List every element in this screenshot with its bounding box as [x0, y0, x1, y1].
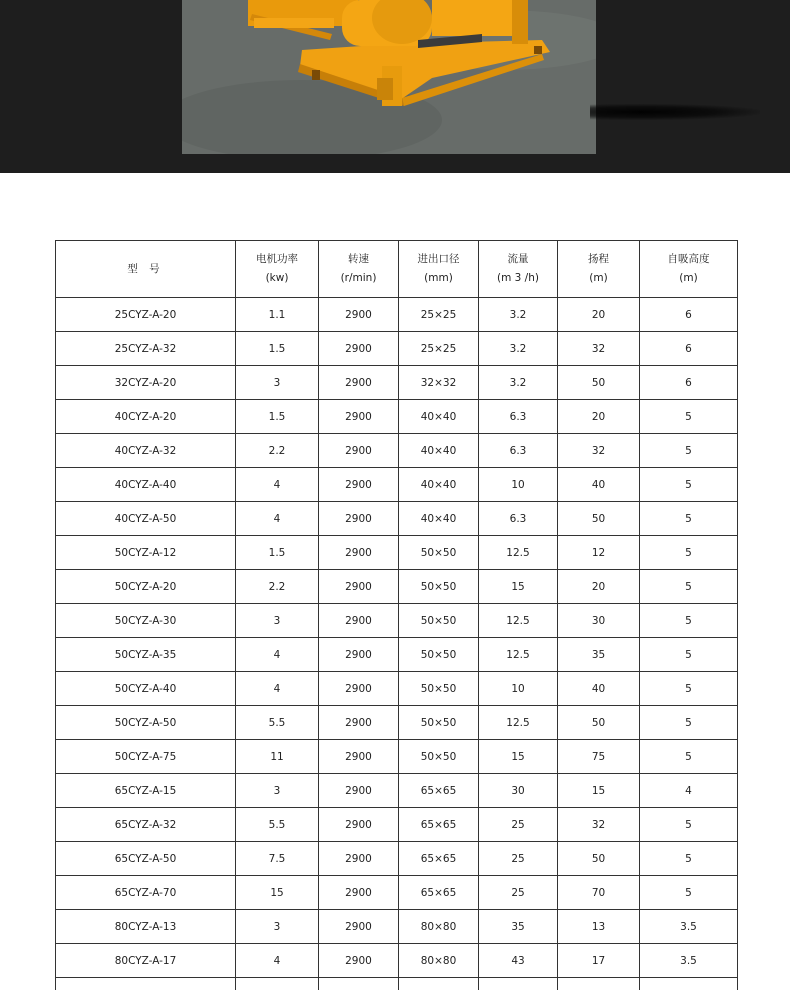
cell-suction-height: 6 [640, 332, 738, 366]
header-unit: (m) [558, 269, 639, 288]
cell-model: 25CYZ-A-20 [56, 298, 236, 332]
cell-speed: 2900 [319, 468, 399, 502]
cell-port-diameter: 40×40 [399, 400, 479, 434]
header-label: 流量 [479, 250, 557, 269]
cell-model: 50CYZ-A-12 [56, 536, 236, 570]
cell-head: 20 [558, 400, 640, 434]
cell-port-diameter: 50×50 [399, 706, 479, 740]
cell-motor-power: 1.5 [236, 400, 319, 434]
header-label: 扬程 [558, 250, 639, 269]
pump-specification-table [55, 240, 738, 990]
cell-head: 70 [558, 876, 640, 910]
table-row [56, 842, 738, 876]
cell-flow: 12.5 [479, 638, 558, 672]
cell-speed: 2900 [319, 876, 399, 910]
empty-cell [479, 978, 558, 990]
header-label: 电机功率 [236, 250, 318, 269]
cell-flow: 43 [479, 944, 558, 978]
cell-speed: 2900 [319, 366, 399, 400]
header-speed [319, 241, 399, 298]
cell-suction-height: 5 [640, 570, 738, 604]
cell-model: 80CYZ-A-17 [56, 944, 236, 978]
cell-flow: 6.3 [479, 400, 558, 434]
header-unit: (kw) [236, 269, 318, 288]
cell-suction-height: 5 [640, 400, 738, 434]
cell-suction-height: 3.5 [640, 910, 738, 944]
table-row [56, 740, 738, 774]
header-unit: (m) [640, 269, 737, 288]
cell-speed: 2900 [319, 298, 399, 332]
header-unit: (r/min) [319, 269, 398, 288]
cell-suction-height: 5 [640, 876, 738, 910]
table-body [56, 298, 738, 990]
cell-speed: 2900 [319, 604, 399, 638]
cell-suction-height: 6 [640, 366, 738, 400]
cell-suction-height: 6 [640, 298, 738, 332]
cell-motor-power: 5.5 [236, 706, 319, 740]
cell-flow: 12.5 [479, 604, 558, 638]
table-row [56, 706, 738, 740]
header-head [558, 241, 640, 298]
cell-suction-height: 5 [640, 468, 738, 502]
table-row [56, 944, 738, 978]
cell-motor-power: 11 [236, 740, 319, 774]
cell-flow: 15 [479, 740, 558, 774]
header-unit: (mm) [399, 269, 478, 288]
table-row [56, 434, 738, 468]
cell-port-diameter: 40×40 [399, 502, 479, 536]
cell-model: 32CYZ-A-20 [56, 366, 236, 400]
table-row [56, 366, 738, 400]
cell-speed: 2900 [319, 706, 399, 740]
header-flow [479, 241, 558, 298]
cell-head: 12 [558, 536, 640, 570]
header-port-diameter [399, 241, 479, 298]
cell-model: 50CYZ-A-40 [56, 672, 236, 706]
cell-head: 17 [558, 944, 640, 978]
cell-port-diameter: 65×65 [399, 842, 479, 876]
cell-speed: 2900 [319, 808, 399, 842]
table-header-row [56, 241, 738, 298]
table-row [56, 298, 738, 332]
cell-speed: 2900 [319, 502, 399, 536]
cell-motor-power: 4 [236, 638, 319, 672]
cell-flow: 15 [479, 570, 558, 604]
product-photo-banner [0, 0, 790, 173]
cell-suction-height: 5 [640, 434, 738, 468]
table-row [56, 808, 738, 842]
cell-speed: 2900 [319, 536, 399, 570]
cell-model: 40CYZ-A-40 [56, 468, 236, 502]
cell-speed: 2900 [319, 944, 399, 978]
cell-model: 40CYZ-A-32 [56, 434, 236, 468]
cell-motor-power: 1.5 [236, 536, 319, 570]
cell-suction-height: 4 [640, 774, 738, 808]
cell-port-diameter: 50×50 [399, 740, 479, 774]
cell-speed: 2900 [319, 672, 399, 706]
cell-motor-power: 15 [236, 876, 319, 910]
cell-flow: 25 [479, 876, 558, 910]
cell-speed: 2900 [319, 332, 399, 366]
cell-head: 30 [558, 604, 640, 638]
cell-head: 13 [558, 910, 640, 944]
cell-model: 50CYZ-A-50 [56, 706, 236, 740]
cell-head: 20 [558, 570, 640, 604]
table-row-cut-off [56, 978, 738, 990]
cell-model: 50CYZ-A-30 [56, 604, 236, 638]
pump-illustration [182, 0, 596, 154]
table-row [56, 468, 738, 502]
cell-speed: 2900 [319, 774, 399, 808]
cell-motor-power: 4 [236, 502, 319, 536]
cell-port-diameter: 25×25 [399, 332, 479, 366]
cell-model: 65CYZ-A-70 [56, 876, 236, 910]
cell-port-diameter: 80×80 [399, 910, 479, 944]
cell-port-diameter: 40×40 [399, 468, 479, 502]
cell-flow: 12.5 [479, 706, 558, 740]
cell-flow: 3.2 [479, 298, 558, 332]
cell-flow: 35 [479, 910, 558, 944]
cell-flow: 30 [479, 774, 558, 808]
cell-speed: 2900 [319, 638, 399, 672]
pump-product-photo [182, 0, 596, 154]
cell-flow: 6.3 [479, 434, 558, 468]
cell-head: 32 [558, 434, 640, 468]
cell-port-diameter: 65×65 [399, 808, 479, 842]
empty-cell [236, 978, 319, 990]
cell-head: 75 [558, 740, 640, 774]
cell-port-diameter: 32×32 [399, 366, 479, 400]
cell-flow: 25 [479, 842, 558, 876]
table-row [56, 332, 738, 366]
cell-motor-power: 2.2 [236, 434, 319, 468]
header-unit: (m 3 /h) [479, 269, 557, 288]
cell-port-diameter: 65×65 [399, 774, 479, 808]
cell-model: 65CYZ-A-32 [56, 808, 236, 842]
cell-head: 35 [558, 638, 640, 672]
cell-head: 50 [558, 706, 640, 740]
header-label: 进出口径 [399, 250, 478, 269]
cell-port-diameter: 50×50 [399, 570, 479, 604]
header-model [56, 241, 236, 298]
header-motor-power [236, 241, 319, 298]
cell-port-diameter: 50×50 [399, 604, 479, 638]
cell-motor-power: 5.5 [236, 808, 319, 842]
cell-model: 65CYZ-A-50 [56, 842, 236, 876]
table-row [56, 638, 738, 672]
cell-motor-power: 1.1 [236, 298, 319, 332]
table-row [56, 672, 738, 706]
header-label: 型 号 [56, 260, 235, 279]
cell-suction-height: 5 [640, 842, 738, 876]
cell-model: 80CYZ-A-13 [56, 910, 236, 944]
cell-model: 50CYZ-A-35 [56, 638, 236, 672]
cell-head: 50 [558, 502, 640, 536]
cell-port-diameter: 25×25 [399, 298, 479, 332]
cell-suction-height: 5 [640, 706, 738, 740]
cell-head: 20 [558, 298, 640, 332]
cell-motor-power: 4 [236, 468, 319, 502]
cell-flow: 6.3 [479, 502, 558, 536]
table-row [56, 604, 738, 638]
photo-shadow [590, 104, 760, 120]
cell-motor-power: 4 [236, 944, 319, 978]
cell-head: 32 [558, 332, 640, 366]
table-row [56, 876, 738, 910]
cell-motor-power: 2.2 [236, 570, 319, 604]
cell-speed: 2900 [319, 910, 399, 944]
empty-cell [640, 978, 738, 990]
table-row [56, 502, 738, 536]
cell-model: 40CYZ-A-20 [56, 400, 236, 434]
cell-port-diameter: 65×65 [399, 876, 479, 910]
cell-head: 15 [558, 774, 640, 808]
cell-speed: 2900 [319, 842, 399, 876]
cell-head: 40 [558, 468, 640, 502]
cell-suction-height: 3.5 [640, 944, 738, 978]
cell-motor-power: 3 [236, 774, 319, 808]
cell-head: 32 [558, 808, 640, 842]
cell-model: 40CYZ-A-50 [56, 502, 236, 536]
empty-cell [399, 978, 479, 990]
cell-suction-height: 5 [640, 672, 738, 706]
cell-head: 40 [558, 672, 640, 706]
table-row [56, 400, 738, 434]
table-row [56, 910, 738, 944]
cell-suction-height: 5 [640, 536, 738, 570]
cell-speed: 2900 [319, 400, 399, 434]
cell-motor-power: 7.5 [236, 842, 319, 876]
cell-flow: 12.5 [479, 536, 558, 570]
cell-motor-power: 3 [236, 910, 319, 944]
cell-model: 25CYZ-A-32 [56, 332, 236, 366]
cell-motor-power: 4 [236, 672, 319, 706]
cell-model: 65CYZ-A-15 [56, 774, 236, 808]
cell-flow: 3.2 [479, 366, 558, 400]
cell-flow: 10 [479, 672, 558, 706]
header-label: 自吸高度 [640, 250, 737, 269]
cell-suction-height: 5 [640, 502, 738, 536]
cell-speed: 2900 [319, 434, 399, 468]
cell-speed: 2900 [319, 570, 399, 604]
cell-model: 50CYZ-A-75 [56, 740, 236, 774]
cell-flow: 3.2 [479, 332, 558, 366]
table-row [56, 570, 738, 604]
cell-suction-height: 5 [640, 638, 738, 672]
table-row [56, 536, 738, 570]
cell-model: 50CYZ-A-20 [56, 570, 236, 604]
empty-cell [558, 978, 640, 990]
header-suction-height [640, 241, 738, 298]
cell-flow: 10 [479, 468, 558, 502]
cell-suction-height: 5 [640, 808, 738, 842]
cell-motor-power: 3 [236, 366, 319, 400]
cell-port-diameter: 40×40 [399, 434, 479, 468]
cell-port-diameter: 50×50 [399, 536, 479, 570]
cell-motor-power: 3 [236, 604, 319, 638]
cell-port-diameter: 50×50 [399, 672, 479, 706]
cell-motor-power: 1.5 [236, 332, 319, 366]
cell-head: 50 [558, 842, 640, 876]
cell-port-diameter: 50×50 [399, 638, 479, 672]
header-label: 转速 [319, 250, 398, 269]
cell-flow: 25 [479, 808, 558, 842]
table-row [56, 774, 738, 808]
empty-cell [56, 978, 236, 990]
cell-head: 50 [558, 366, 640, 400]
cell-speed: 2900 [319, 740, 399, 774]
cell-suction-height: 5 [640, 604, 738, 638]
empty-cell [319, 978, 399, 990]
cell-port-diameter: 80×80 [399, 944, 479, 978]
cell-suction-height: 5 [640, 740, 738, 774]
